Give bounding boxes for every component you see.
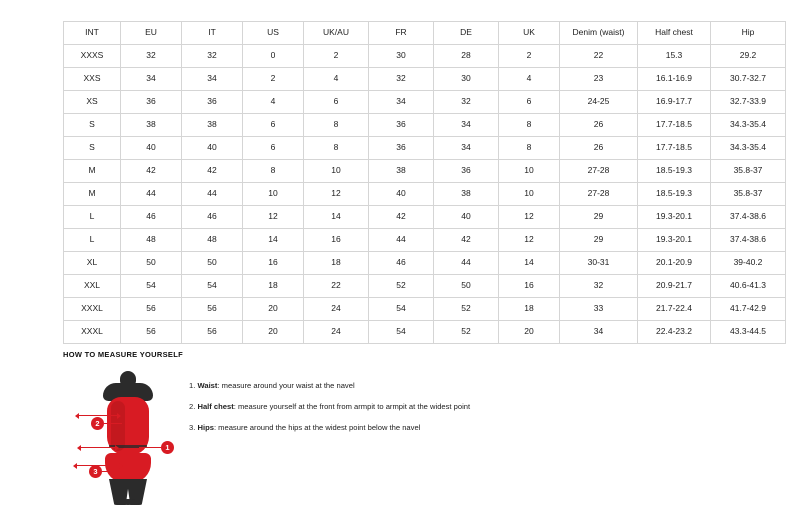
table-row: [64, 91, 786, 114]
cell-it: 44: [182, 183, 243, 206]
cell-eu: 50: [121, 252, 182, 275]
cell-denim-waist: 22: [560, 45, 638, 68]
cell-uk: 4: [499, 68, 560, 91]
cell-de: 32: [434, 91, 499, 114]
cell-eu: 42: [121, 160, 182, 183]
cell-uk: 10: [499, 160, 560, 183]
cell-hip: 30.7-32.7: [711, 68, 786, 91]
cell-fr: 30: [369, 45, 434, 68]
size-table-container: [63, 21, 766, 344]
cell-de: 36: [434, 160, 499, 183]
table-row: [64, 229, 786, 252]
cell-half-chest: 17.7-18.5: [638, 114, 711, 137]
cell-de: 34: [434, 114, 499, 137]
cell-int: L: [64, 229, 121, 252]
cell-de: 42: [434, 229, 499, 252]
marker-2-badge: 2: [91, 417, 104, 430]
step-1-text: : measure around your waist at the navel: [217, 381, 355, 390]
cell-de: 28: [434, 45, 499, 68]
how-to-measure-section: [63, 350, 735, 506]
marker-3-leader-line: [102, 471, 118, 472]
cell-eu: 44: [121, 183, 182, 206]
cell-us: 6: [243, 114, 304, 137]
cell-half-chest: 22.4-23.2: [638, 321, 711, 344]
mannequin-hips: [105, 453, 151, 483]
column-header-denim-waist: Denim (waist): [560, 22, 638, 45]
cell-eu: 40: [121, 137, 182, 160]
cell-us: 18: [243, 275, 304, 298]
cell-uk-au: 12: [304, 183, 369, 206]
column-header-eu: EU: [121, 22, 182, 45]
cell-hip: 41.7-42.9: [711, 298, 786, 321]
cell-uk: 20: [499, 321, 560, 344]
cell-it: 50: [182, 252, 243, 275]
cell-fr: 44: [369, 229, 434, 252]
cell-half-chest: 15.3: [638, 45, 711, 68]
cell-fr: 32: [369, 68, 434, 91]
cell-int: XXXL: [64, 321, 121, 344]
cell-uk-au: 10: [304, 160, 369, 183]
cell-fr: 34: [369, 91, 434, 114]
table-row: [64, 45, 786, 68]
cell-hip: 32.7-33.9: [711, 91, 786, 114]
cell-uk: 12: [499, 206, 560, 229]
step-1-term: Waist: [197, 381, 218, 390]
cell-de: 50: [434, 275, 499, 298]
measure-steps-list: [189, 371, 470, 444]
column-header-uk: UK: [499, 22, 560, 45]
cell-it: 56: [182, 298, 243, 321]
step-2-term: Half chest: [197, 402, 234, 412]
table-row: [64, 252, 786, 275]
cell-uk: 14: [499, 252, 560, 275]
cell-eu: 36: [121, 91, 182, 114]
cell-denim-waist: 27-28: [560, 183, 638, 206]
cell-de: 40: [434, 206, 499, 229]
cell-eu: 56: [121, 321, 182, 344]
cell-uk-au: 6: [304, 91, 369, 114]
cell-us: 4: [243, 91, 304, 114]
table-row: [64, 321, 786, 344]
cell-uk: 10: [499, 183, 560, 206]
mannequin-illustration: [63, 371, 183, 506]
mannequin-stand: [115, 499, 141, 505]
cell-uk: 6: [499, 91, 560, 114]
column-header-fr: FR: [369, 22, 434, 45]
cell-half-chest: 21.7-22.4: [638, 298, 711, 321]
cell-uk-au: 24: [304, 321, 369, 344]
cell-uk: 16: [499, 275, 560, 298]
cell-int: M: [64, 183, 121, 206]
cell-it: 42: [182, 160, 243, 183]
cell-it: 36: [182, 91, 243, 114]
step-2-text: : measure yourself at the front from armpit to armpit at the widest point: [233, 402, 471, 412]
mannequin-torso-shading: [111, 401, 125, 451]
column-header-it: IT: [182, 22, 243, 45]
cell-int: XL: [64, 252, 121, 275]
cell-us: 14: [243, 229, 304, 252]
table-row: [64, 275, 786, 298]
step-3-text: : measure around the hips at the widest point below the navel: [213, 423, 421, 433]
cell-de: 52: [434, 298, 499, 321]
cell-int: S: [64, 137, 121, 160]
cell-half-chest: 18.5-19.3: [638, 160, 711, 183]
cell-half-chest: 20.1-20.9: [638, 252, 711, 275]
cell-hip: 37.4-38.6: [711, 229, 786, 252]
cell-half-chest: 16.9-17.7: [638, 91, 711, 114]
cell-fr: 40: [369, 183, 434, 206]
cell-de: 34: [434, 137, 499, 160]
cell-int: S: [64, 114, 121, 137]
cell-fr: 38: [369, 160, 434, 183]
waist-arrow-icon: [81, 447, 115, 448]
cell-fr: 54: [369, 298, 434, 321]
table-body: [64, 45, 786, 344]
cell-hip: 34.3-35.4: [711, 114, 786, 137]
cell-it: 34: [182, 68, 243, 91]
cell-hip: 40.6-41.3: [711, 275, 786, 298]
cell-denim-waist: 24-25: [560, 91, 638, 114]
cell-de: 30: [434, 68, 499, 91]
cell-eu: 48: [121, 229, 182, 252]
marker-3-badge: 3: [89, 465, 102, 478]
cell-it: 40: [182, 137, 243, 160]
cell-de: 52: [434, 321, 499, 344]
size-conversion-table: [63, 21, 786, 344]
cell-eu: 54: [121, 275, 182, 298]
cell-uk-au: 14: [304, 206, 369, 229]
table-row: [64, 183, 786, 206]
table-row: [64, 160, 786, 183]
measure-step-hips: [189, 423, 470, 432]
cell-half-chest: 19.3-20.1: [638, 229, 711, 252]
cell-de: 38: [434, 183, 499, 206]
cell-denim-waist: 29: [560, 206, 638, 229]
mannequin-figure-icon: [93, 371, 163, 506]
cell-uk-au: 18: [304, 252, 369, 275]
cell-half-chest: 18.5-19.3: [638, 183, 711, 206]
cell-it: 56: [182, 321, 243, 344]
cell-us: 2: [243, 68, 304, 91]
cell-half-chest: 20.9-21.7: [638, 275, 711, 298]
cell-int: XXXS: [64, 45, 121, 68]
cell-eu: 46: [121, 206, 182, 229]
cell-us: 20: [243, 298, 304, 321]
cell-us: 6: [243, 137, 304, 160]
column-header-half-chest: Half chest: [638, 22, 711, 45]
cell-it: 48: [182, 229, 243, 252]
cell-it: 54: [182, 275, 243, 298]
table-row: [64, 68, 786, 91]
step-3-term: Hips: [197, 423, 214, 433]
cell-uk-au: 22: [304, 275, 369, 298]
cell-hip: 39-40.2: [711, 252, 786, 275]
table-head: [64, 22, 786, 45]
cell-eu: 56: [121, 298, 182, 321]
cell-uk: 18: [499, 298, 560, 321]
cell-uk-au: 8: [304, 114, 369, 137]
marker-1-leader-line: [139, 447, 161, 448]
table-row: [64, 137, 786, 160]
cell-fr: 46: [369, 252, 434, 275]
column-header-hip: Hip: [711, 22, 786, 45]
step-1-number: 1.: [189, 381, 196, 390]
how-to-measure-title: HOW TO MEASURE YOURSELF: [63, 350, 183, 359]
cell-eu: 38: [121, 114, 182, 137]
cell-uk: 2: [499, 45, 560, 68]
cell-hip: 35.8-37: [711, 160, 786, 183]
cell-denim-waist: 26: [560, 137, 638, 160]
cell-uk: 8: [499, 137, 560, 160]
cell-int: XXXL: [64, 298, 121, 321]
cell-de: 44: [434, 252, 499, 275]
cell-denim-waist: 33: [560, 298, 638, 321]
column-header-us: US: [243, 22, 304, 45]
cell-us: 0: [243, 45, 304, 68]
cell-half-chest: 17.7-18.5: [638, 137, 711, 160]
cell-hip: 34.3-35.4: [711, 137, 786, 160]
half-chest-arrow-icon: [79, 415, 117, 416]
measure-step-half-chest: [189, 402, 470, 411]
column-header-int: INT: [64, 22, 121, 45]
cell-hip: 37.4-38.6: [711, 206, 786, 229]
cell-uk: 12: [499, 229, 560, 252]
cell-fr: 36: [369, 137, 434, 160]
column-header-de: DE: [434, 22, 499, 45]
table-header-row: [64, 22, 786, 45]
table-row: [64, 206, 786, 229]
cell-fr: 52: [369, 275, 434, 298]
cell-eu: 34: [121, 68, 182, 91]
cell-denim-waist: 29: [560, 229, 638, 252]
marker-1-badge: 1: [161, 441, 174, 454]
cell-eu: 32: [121, 45, 182, 68]
cell-int: XS: [64, 91, 121, 114]
cell-int: XXL: [64, 275, 121, 298]
cell-it: 32: [182, 45, 243, 68]
how-to-measure-body: [63, 371, 735, 506]
table-row: [64, 114, 786, 137]
cell-it: 46: [182, 206, 243, 229]
cell-uk-au: 2: [304, 45, 369, 68]
cell-denim-waist: 27-28: [560, 160, 638, 183]
cell-int: XXS: [64, 68, 121, 91]
cell-hip: 43.3-44.5: [711, 321, 786, 344]
cell-us: 20: [243, 321, 304, 344]
cell-denim-waist: 26: [560, 114, 638, 137]
cell-us: 16: [243, 252, 304, 275]
column-header-uk-au: UK/AU: [304, 22, 369, 45]
cell-denim-waist: 34: [560, 321, 638, 344]
cell-uk-au: 8: [304, 137, 369, 160]
measure-step-waist: [189, 381, 470, 390]
cell-denim-waist: 32: [560, 275, 638, 298]
cell-hip: 29.2: [711, 45, 786, 68]
cell-fr: 42: [369, 206, 434, 229]
cell-uk: 8: [499, 114, 560, 137]
cell-us: 10: [243, 183, 304, 206]
cell-uk-au: 16: [304, 229, 369, 252]
cell-uk-au: 4: [304, 68, 369, 91]
marker-2-leader-line: [104, 423, 122, 424]
cell-int: L: [64, 206, 121, 229]
cell-fr: 54: [369, 321, 434, 344]
cell-denim-waist: 30-31: [560, 252, 638, 275]
cell-it: 38: [182, 114, 243, 137]
cell-half-chest: 19.3-20.1: [638, 206, 711, 229]
cell-fr: 36: [369, 114, 434, 137]
cell-half-chest: 16.1-16.9: [638, 68, 711, 91]
step-3-number: 3.: [189, 423, 196, 433]
cell-hip: 35.8-37: [711, 183, 786, 206]
cell-us: 12: [243, 206, 304, 229]
table-row: [64, 298, 786, 321]
cell-denim-waist: 23: [560, 68, 638, 91]
cell-uk-au: 24: [304, 298, 369, 321]
cell-int: M: [64, 160, 121, 183]
step-2-number: 2.: [189, 402, 196, 412]
cell-us: 8: [243, 160, 304, 183]
